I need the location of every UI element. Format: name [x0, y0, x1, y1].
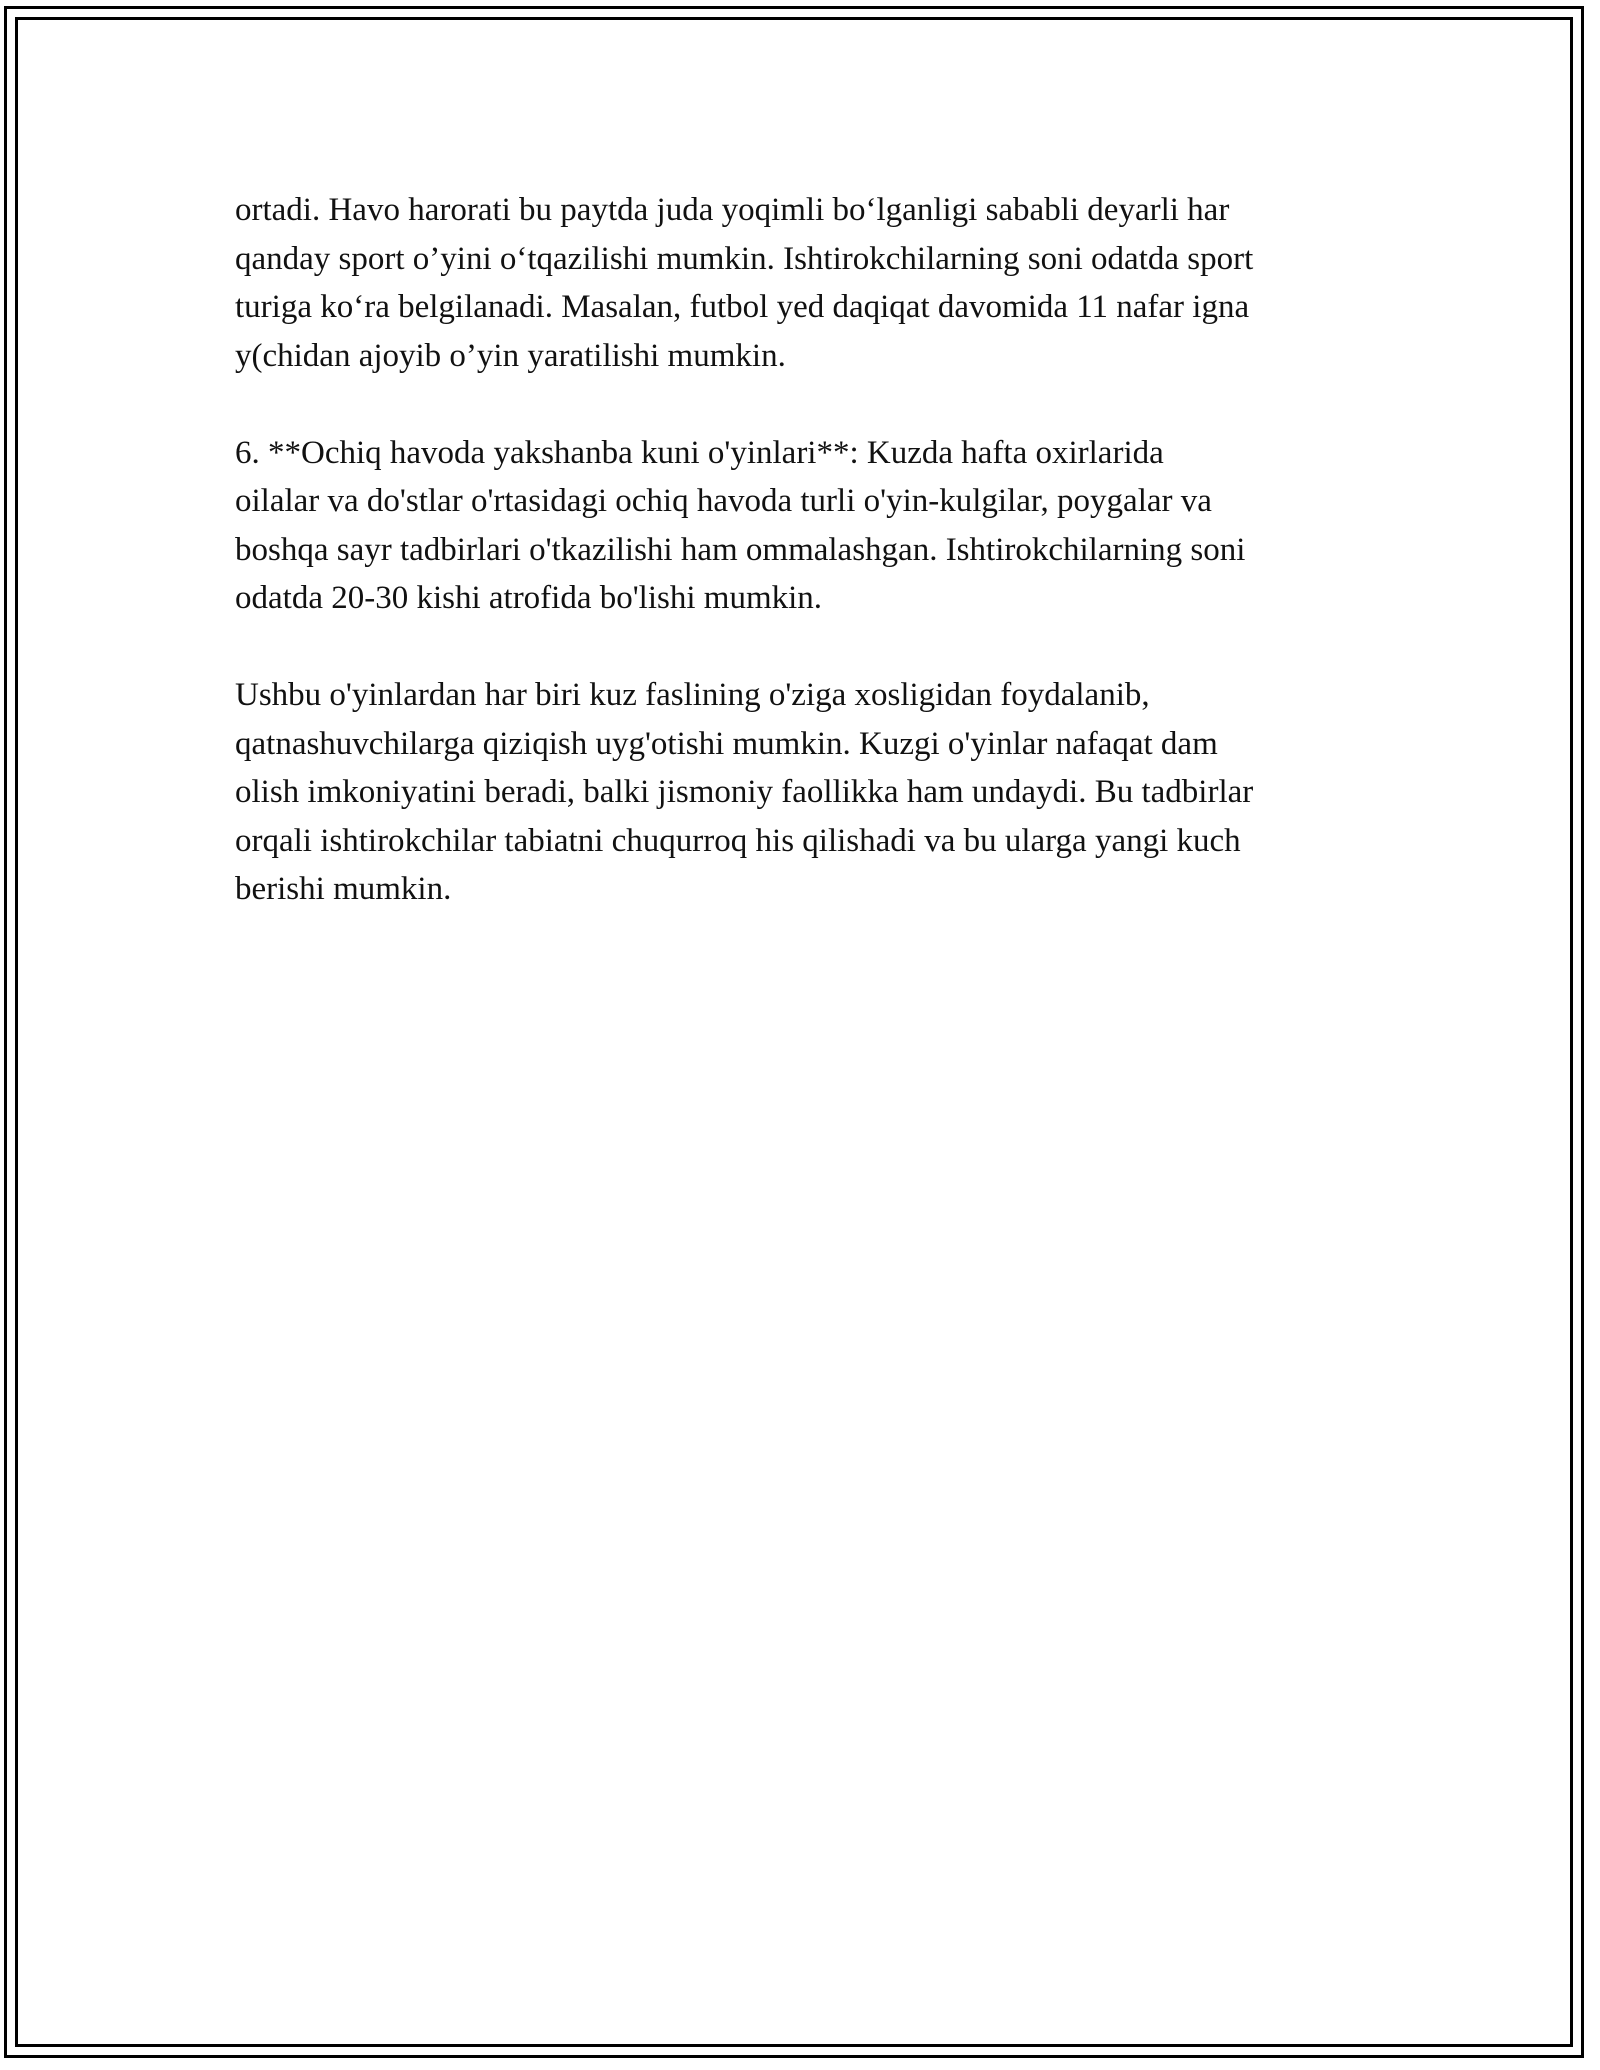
paragraph-sunday-outdoor-games: 6. **Ochiq havoda yakshanba kuni o'yinlari**: Kuzda hafta oxirlarida oilalar va do'stlar o'rtasidagi ochiq havoda turli o'yin-kulgilar, poygalar va boshqa sayr tadbirlari o'tkazilishi ham ommalashgan. Ishtirokchilarning soni odatda 20-30 kishi atrofida bo'lishi mumkin.	[235, 434, 1246, 616]
document-body	[235, 186, 1375, 914]
paragraph-conclusion: Ushbu o'yinlardan har biri kuz faslining o'ziga xosligidan foydalanib, qatnashuvchilarga qiziqish uyg'otishi mumkin. Kuzgi o'yinlar nafaqat dam olish imkoniyatini beradi, balki jismoniy faollikka ham undaydi. Bu tadbirlar orqali ishtirokchilar tabiatni chuqurroq his qilishadi va bu ularga yangi kuch berishi mumkin.	[235, 677, 1254, 907]
paragraph-sport-games: ortadi. Havo harorati bu paytda juda yoqimli bo‘lganligi sababli deyarli har qanday sport o’yini o‘tqazilishi mumkin. Ishtirokchilarning soni odatda sport turiga ko‘ra belgilanadi. Masalan, futbol yed daqiqat davomida 11 nafar igna y(chidan ajoyib o’yin yaratilishi mumkin.	[235, 192, 1254, 374]
